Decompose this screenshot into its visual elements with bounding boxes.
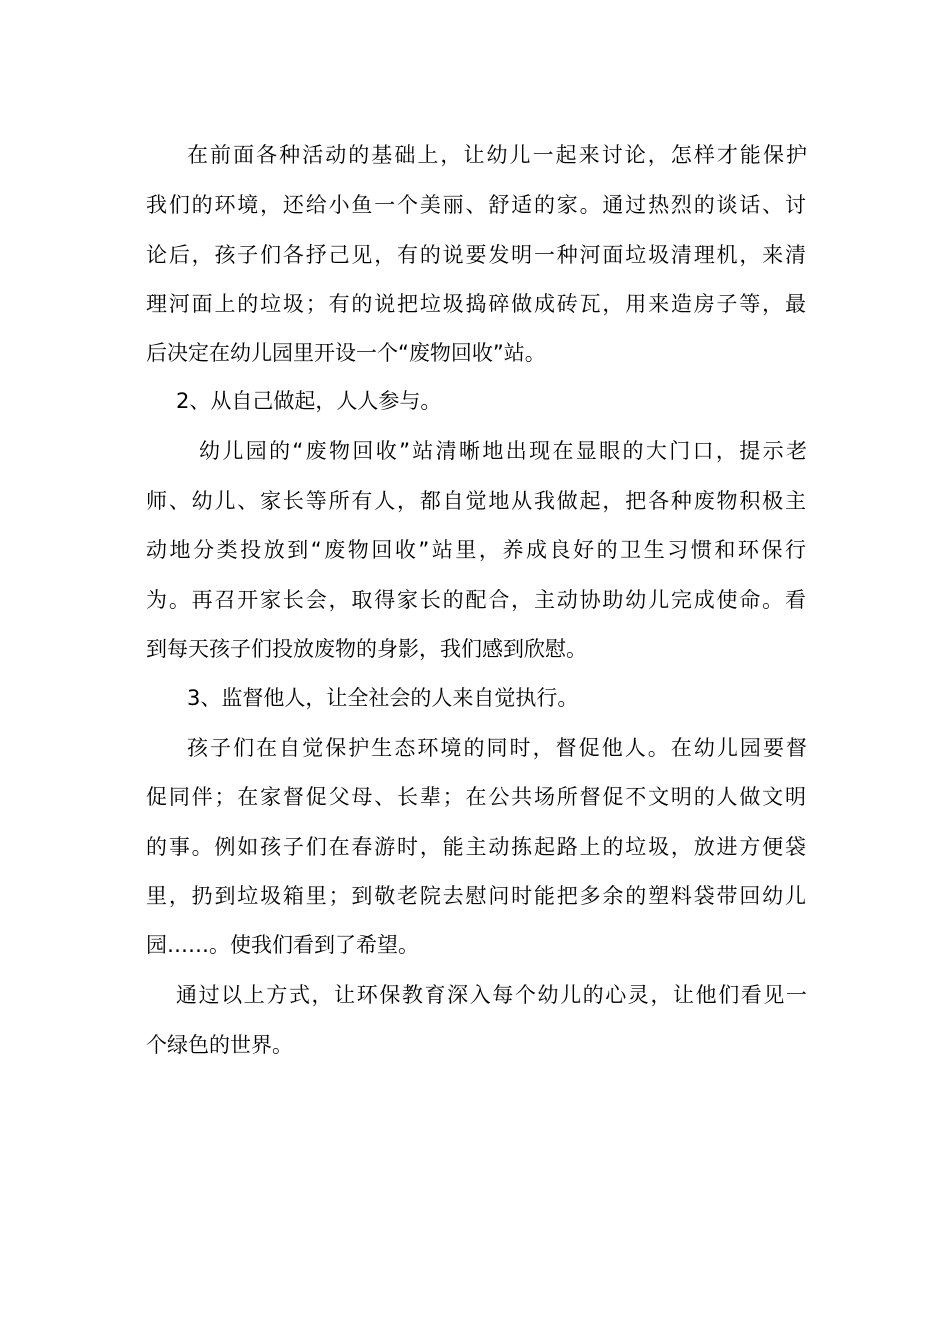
paragraph-line: 论后，孩子们各抒己见，有的说要发明一种河面垃圾清理机，来清 [146, 243, 806, 267]
paragraph-line: 后决定在幼儿园里开设一个“废物回收”站。 [146, 341, 546, 365]
paragraph-line: 为。再召开家长会，取得家长的配合，主动协助幼儿完成使命。看 [146, 588, 806, 612]
paragraph-line: 个绿色的世界。 [146, 1033, 293, 1057]
paragraph-line: 幼儿园的“废物回收”站清晰地出现在显眼的大门口，提示老 [199, 439, 807, 463]
paragraph-line: 的事。例如孩子们在春游时，能主动拣起路上的垃圾，放进方便袋 [146, 835, 806, 859]
paragraph-line: 理河面上的垃圾；有的说把垃圾捣碎做成砖瓦，用来造房子等，最 [146, 292, 806, 316]
paragraph-line: 里，扔到垃圾箱里；到敬老院去慰问时能把多余的塑料袋带回幼儿 [146, 884, 806, 908]
paragraph-line: 到每天孩子们投放废物的身影，我们感到欣慰。 [146, 637, 587, 661]
paragraph-line: 园……。使我们看到了希望。 [146, 933, 419, 957]
paragraph-line: 师、幼儿、家长等所有人，都自觉地从我做起，把各种废物积极主 [146, 489, 806, 513]
section-heading-2: 2、从自己做起，人人参与。 [176, 389, 442, 413]
section-heading-3: 3、监督他人，让全社会的人来自觉执行。 [187, 686, 579, 710]
paragraph-line: 我们的环境，还给小鱼一个美丽、舒适的家。通过热烈的谈话、讨 [146, 193, 806, 217]
paragraph-line: 动地分类投放到“废物回收”站里，养成良好的卫生习惯和环保行 [146, 538, 806, 562]
paragraph-line: 通过以上方式，让环保教育深入每个幼儿的心灵，让他们看见一 [176, 983, 807, 1007]
paragraph-line: 促同伴；在家督促父母、长辈；在公共场所督促不文明的人做文明 [146, 785, 806, 809]
paragraph-line: 在前面各种活动的基础上，让幼儿一起来讨论，怎样才能保护 [187, 143, 807, 167]
paragraph-line: 孩子们在自觉保护生态环境的同时，督促他人。在幼儿园要督 [187, 736, 807, 760]
